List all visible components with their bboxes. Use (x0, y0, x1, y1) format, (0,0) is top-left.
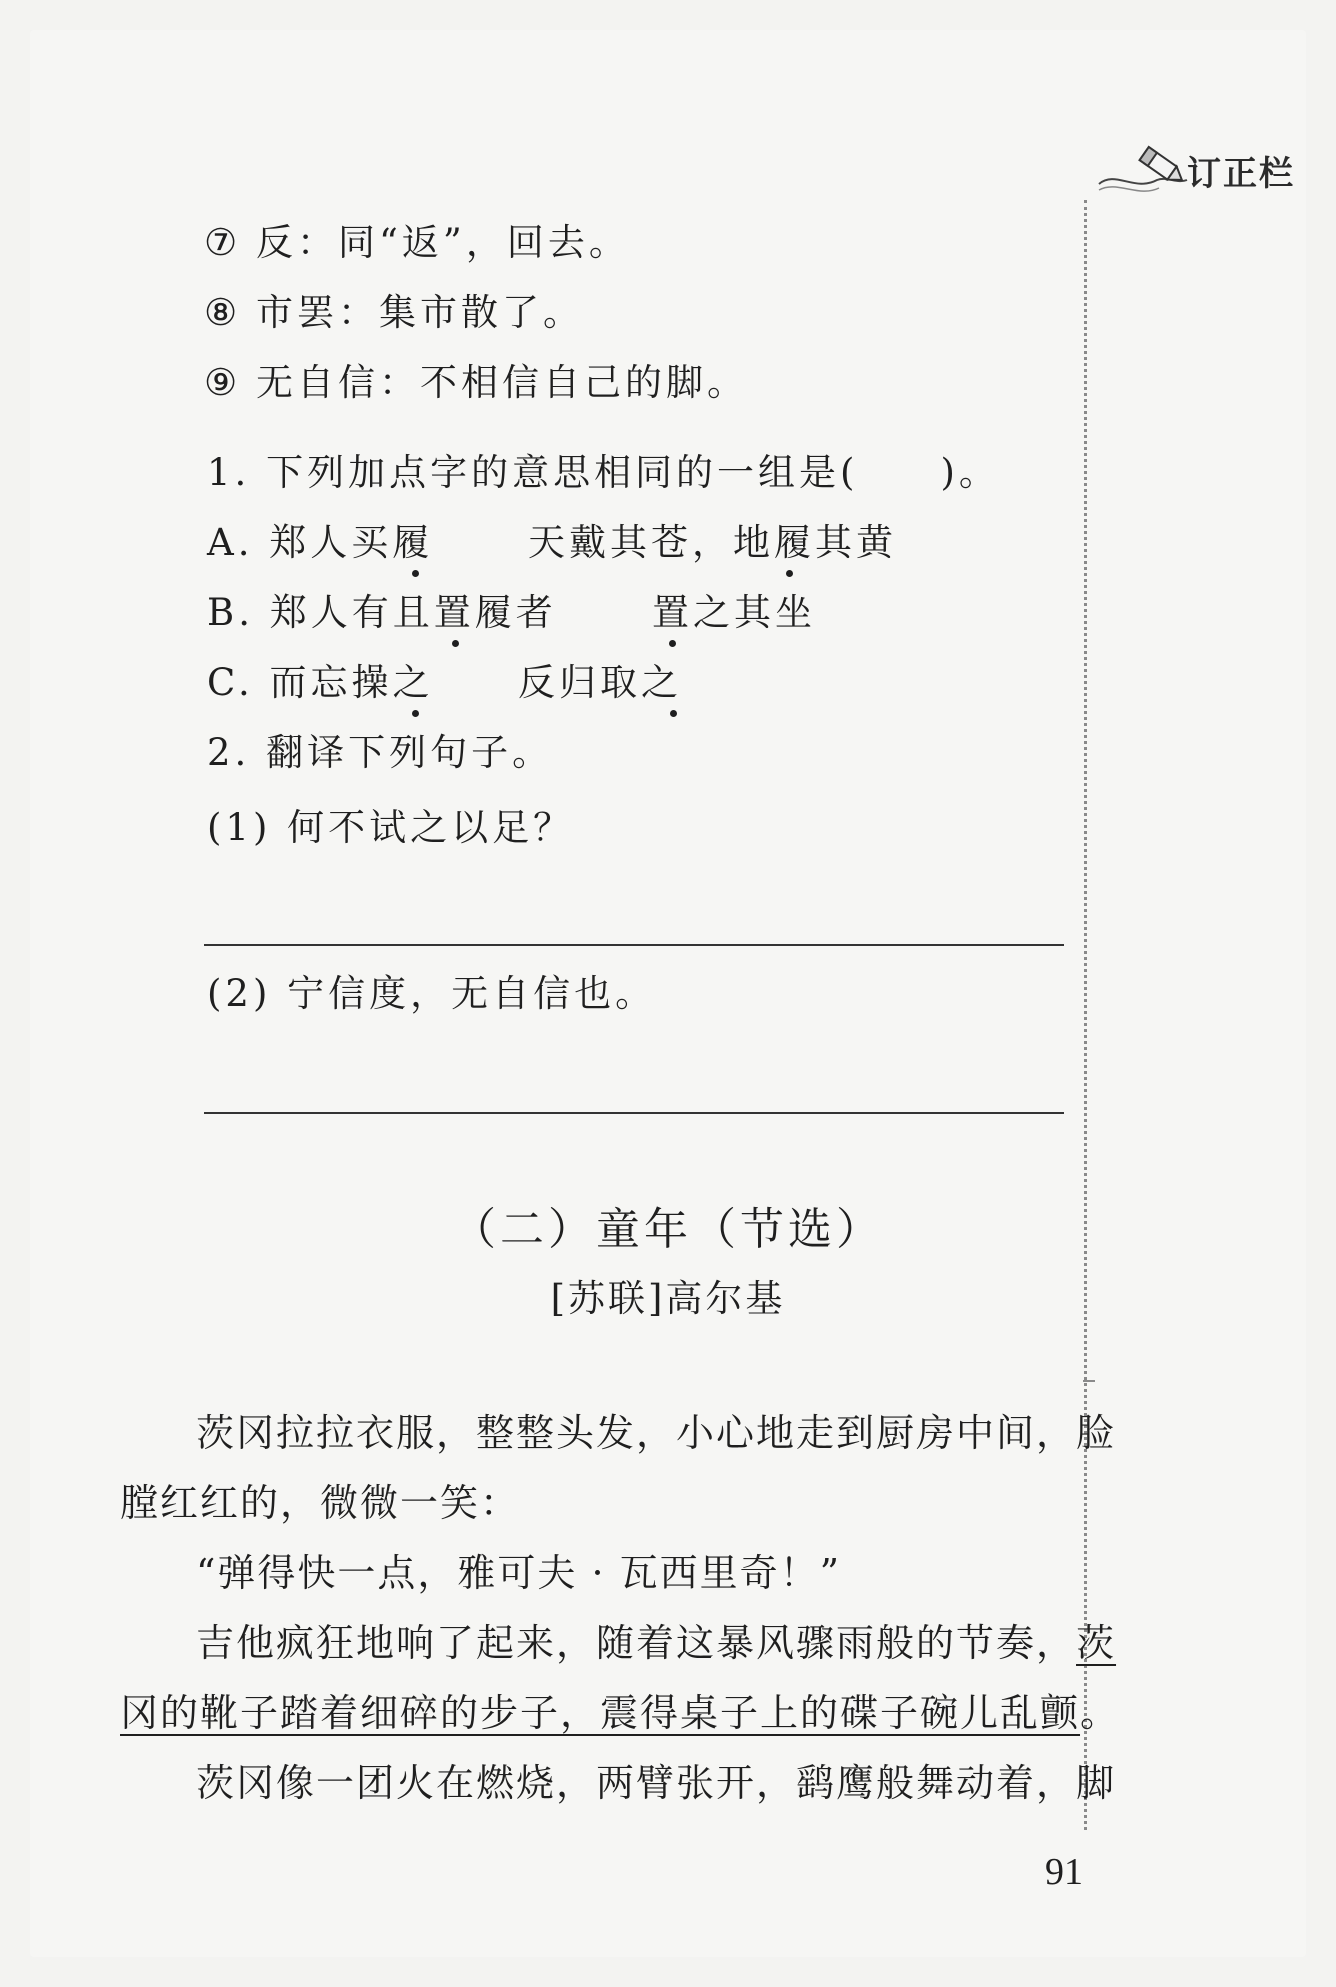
option-b-right: 置之其坐 (652, 591, 816, 634)
paragraph-3-line-2: 冈的靴子踏着细碎的步子，震得桌子上的碟子碗儿乱颤。 (120, 1691, 1121, 1735)
emphasis-dot (786, 570, 793, 577)
passage-author: [苏联]高尔基 (550, 1277, 786, 1320)
option-c-right: 反归取之 (518, 661, 682, 704)
option-a-left: A. 郑人买履 (207, 521, 434, 564)
emphasis-dot (412, 710, 419, 717)
question-2-2: (2) 宁信度，无自信也。 (207, 972, 657, 1015)
question-2-1: (1) 何不试之以足？ (207, 806, 575, 849)
question-2: 2. 翻译下列句子。 (207, 731, 554, 774)
paragraph-3-line-1: 吉他疯狂地响了起来，随着这暴风骤雨般的节奏，茨 (196, 1621, 1117, 1665)
emphasis-dot (452, 640, 459, 647)
page-number: 91 (1045, 1851, 1083, 1893)
paragraph-2: “弹得快一点，雅可夫 · 瓦西里奇！” (196, 1551, 842, 1595)
emphasis-dot (670, 710, 677, 717)
pencil-icon (1095, 140, 1195, 200)
question-1: 1. 下列加点字的意思相同的一组是( )。 (207, 451, 1000, 494)
emphasis-dot (412, 570, 419, 577)
answer-line-1[interactable] (204, 944, 1064, 946)
note-7: ⑦ 反：同“返”，回去。 (204, 221, 630, 264)
passage-title: （二）童年（节选） (452, 1204, 884, 1255)
correction-column-title: 订正栏 (1187, 154, 1295, 194)
option-c-left: C. 而忘操之 (207, 661, 434, 704)
paragraph-1-line-1: 茨冈拉拉衣服，整整头发，小心地走到厨房中间，脸 (196, 1411, 1117, 1455)
option-a-right: 天戴其苍，地履其黄 (528, 521, 897, 564)
emphasis-dot (669, 640, 676, 647)
divider-tick (1083, 1380, 1095, 1382)
correction-column-header (1095, 140, 1305, 210)
correction-column-divider (1084, 200, 1087, 1830)
answer-line-2[interactable] (204, 1112, 1064, 1114)
option-b-left: B. 郑人有且置履者 (207, 591, 557, 634)
paragraph-4-line-1: 茨冈像一团火在燃烧，两臂张开，鹞鹰般舞动着，脚 (196, 1761, 1117, 1805)
paragraph-1-line-2: 膛红红的，微微一笑： (120, 1481, 521, 1525)
note-8: ⑧ 市罢：集市散了。 (204, 291, 584, 334)
note-9: ⑨ 无自信：不相信自己的脚。 (204, 361, 748, 404)
